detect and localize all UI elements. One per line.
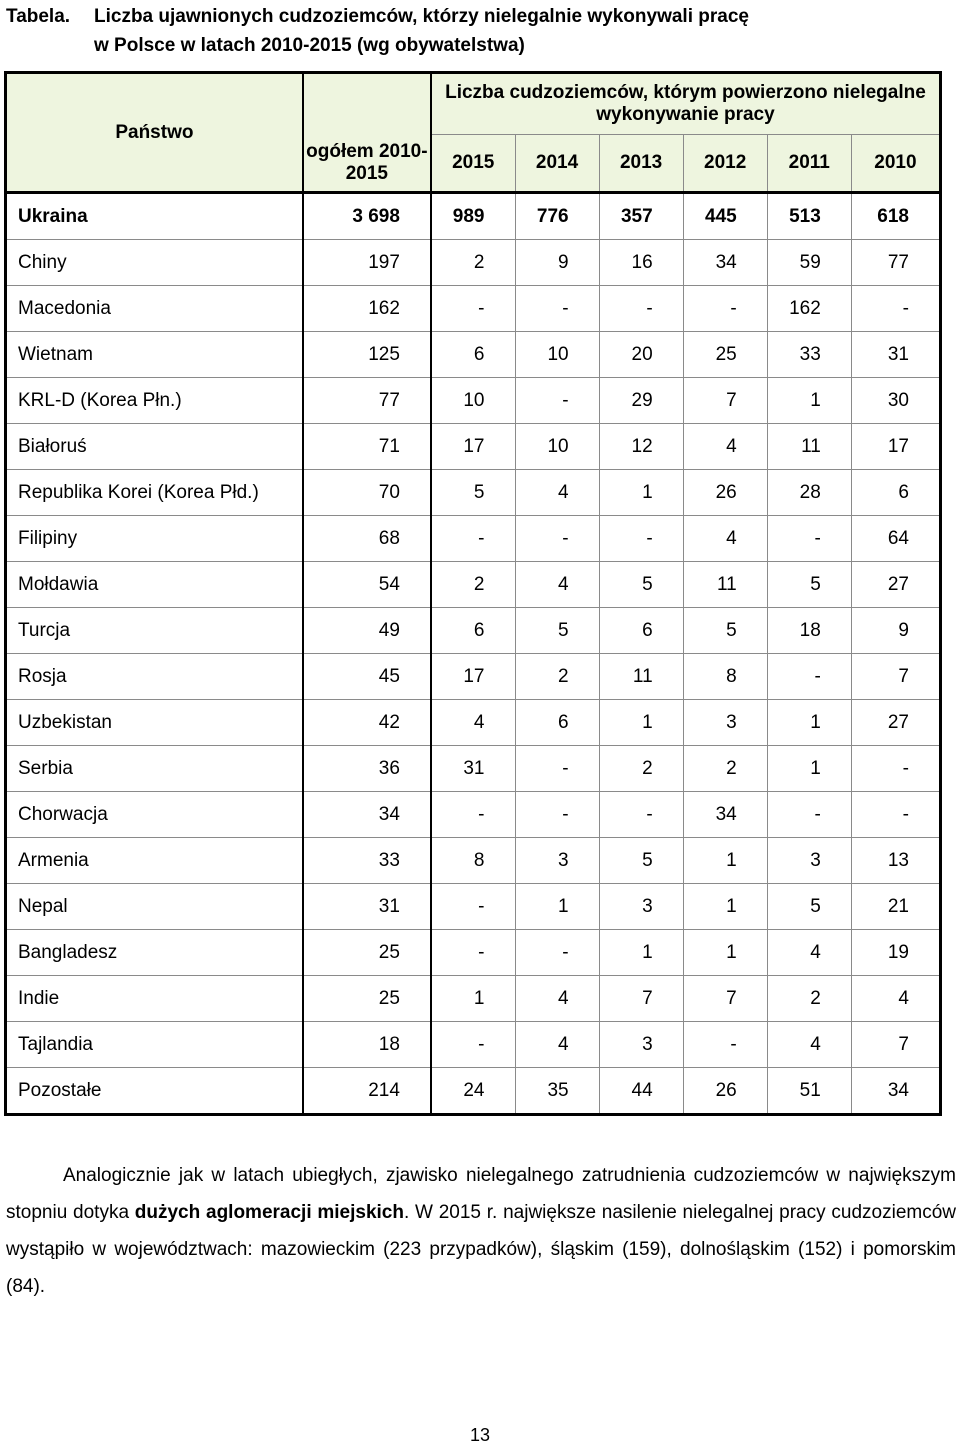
year-value-cell: 27 [851, 700, 940, 746]
year-value-cell: 18 [767, 608, 851, 654]
year-value-cell: - [515, 286, 599, 332]
year-value-cell: 5 [767, 884, 851, 930]
table-row [6, 286, 941, 332]
total-cell: 18 [303, 1022, 431, 1068]
country-cell: Mołdawia [6, 562, 303, 608]
year-value-cell: 10 [515, 332, 599, 378]
total-cell: 125 [303, 332, 431, 378]
header-total: ogółem 2010-2015 [303, 135, 431, 193]
table-row [6, 1022, 941, 1068]
year-value-cell: 3 [599, 884, 683, 930]
table-row [6, 746, 941, 792]
table-row [6, 838, 941, 884]
country-cell: Wietnam [6, 332, 303, 378]
body-paragraph [6, 1157, 956, 1305]
year-value-cell: 33 [767, 332, 851, 378]
header-year-2013: 2013 [599, 135, 683, 193]
country-cell: Uzbekistan [6, 700, 303, 746]
year-value-cell: 1 [599, 470, 683, 516]
year-value-cell: - [851, 746, 940, 792]
year-value-cell: 5 [599, 562, 683, 608]
year-value-cell: 9 [851, 608, 940, 654]
year-value-cell: 6 [431, 608, 515, 654]
year-value-cell: 4 [515, 562, 599, 608]
year-value-cell: 2 [767, 976, 851, 1022]
year-value-cell: 1 [683, 884, 767, 930]
year-value-cell: - [767, 654, 851, 700]
table-row [6, 930, 941, 976]
total-cell: 34 [303, 792, 431, 838]
caption-title-line2: w Polsce w latach 2010-2015 (wg obywatelstwa) [94, 35, 525, 56]
year-value-cell: 3 [599, 1022, 683, 1068]
country-cell: Armenia [6, 838, 303, 884]
country-cell: Filipiny [6, 516, 303, 562]
year-value-cell: 2 [431, 240, 515, 286]
total-cell: 54 [303, 562, 431, 608]
year-value-cell: 3 [515, 838, 599, 884]
table-row [6, 470, 941, 516]
table-body [6, 193, 941, 1115]
total-cell: 214 [303, 1068, 431, 1115]
year-value-cell: 17 [431, 424, 515, 470]
header-year-2011: 2011 [767, 135, 851, 193]
year-value-cell: - [515, 792, 599, 838]
country-cell: Chiny [6, 240, 303, 286]
year-value-cell: - [431, 792, 515, 838]
year-value-cell: - [515, 746, 599, 792]
year-value-cell: 35 [515, 1068, 599, 1115]
year-value-cell: 3 [683, 700, 767, 746]
year-value-cell: - [851, 286, 940, 332]
year-value-cell: - [599, 792, 683, 838]
year-value-cell: 19 [851, 930, 940, 976]
header-total-spacer [303, 73, 431, 135]
total-cell: 42 [303, 700, 431, 746]
year-value-cell: 25 [683, 332, 767, 378]
table-row [6, 792, 941, 838]
total-cell: 36 [303, 746, 431, 792]
caption-label: Tabela. [6, 6, 71, 27]
year-value-cell: - [767, 516, 851, 562]
year-value-cell: 5 [515, 608, 599, 654]
year-value-cell: 6 [515, 700, 599, 746]
year-value-cell: 445 [683, 193, 767, 240]
header-year-2015: 2015 [431, 135, 515, 193]
total-cell: 162 [303, 286, 431, 332]
country-cell: Indie [6, 976, 303, 1022]
year-value-cell: 31 [431, 746, 515, 792]
year-value-cell: 16 [599, 240, 683, 286]
year-value-cell: 4 [683, 424, 767, 470]
year-value-cell: 77 [851, 240, 940, 286]
header-group: Liczba cudzoziemców, którym powierzono nielegalne wykonywanie pracy [431, 73, 941, 135]
year-value-cell: 2 [599, 746, 683, 792]
header-year-2010: 2010 [851, 135, 940, 193]
paragraph-bold: dużych aglomeracji miejskich [134, 1202, 404, 1223]
table-row [6, 608, 941, 654]
total-cell: 3 698 [303, 193, 431, 240]
country-cell: Turcja [6, 608, 303, 654]
year-value-cell: 162 [767, 286, 851, 332]
year-value-cell: - [599, 286, 683, 332]
year-value-cell: 1 [767, 700, 851, 746]
year-value-cell: 29 [599, 378, 683, 424]
year-value-cell: 13 [851, 838, 940, 884]
year-value-cell: 30 [851, 378, 940, 424]
year-value-cell: 34 [851, 1068, 940, 1115]
year-value-cell: - [515, 378, 599, 424]
total-cell: 77 [303, 378, 431, 424]
year-value-cell: 4 [515, 976, 599, 1022]
year-value-cell: 3 [767, 838, 851, 884]
year-value-cell: 26 [683, 1068, 767, 1115]
year-value-cell: 17 [431, 654, 515, 700]
year-value-cell: 44 [599, 1068, 683, 1115]
year-value-cell: 6 [431, 332, 515, 378]
year-value-cell: 21 [851, 884, 940, 930]
year-value-cell: 7 [851, 1022, 940, 1068]
table-row [6, 424, 941, 470]
header-country: Państwo [6, 73, 303, 193]
year-value-cell: 11 [683, 562, 767, 608]
table-row [6, 1068, 941, 1115]
year-value-cell: 989 [431, 193, 515, 240]
total-cell: 25 [303, 930, 431, 976]
year-value-cell: 1 [767, 746, 851, 792]
paragraph-text-1: Analogicznie jak w latach ubiegłych, zjawisko nielegalnego zatrudnienia cudzoziemców w największym stopniu dotyka [6, 1165, 956, 1223]
country-cell: Ukraina [6, 193, 303, 240]
country-cell: Serbia [6, 746, 303, 792]
year-value-cell: 4 [515, 1022, 599, 1068]
year-value-cell: 1 [599, 930, 683, 976]
total-cell: 33 [303, 838, 431, 884]
year-value-cell: 10 [515, 424, 599, 470]
year-value-cell: - [431, 516, 515, 562]
year-value-cell: 5 [683, 608, 767, 654]
foreigners-table [4, 71, 942, 1116]
year-value-cell: 776 [515, 193, 599, 240]
table-row [6, 516, 941, 562]
year-value-cell: 2 [683, 746, 767, 792]
table-row [6, 654, 941, 700]
country-cell: Macedonia [6, 286, 303, 332]
country-cell: Republika Korei (Korea Płd.) [6, 470, 303, 516]
year-value-cell: 2 [431, 562, 515, 608]
year-value-cell: - [683, 286, 767, 332]
year-value-cell: 4 [851, 976, 940, 1022]
year-value-cell: 618 [851, 193, 940, 240]
table-row [6, 562, 941, 608]
year-value-cell: 24 [431, 1068, 515, 1115]
year-value-cell: 26 [683, 470, 767, 516]
year-value-cell: 7 [683, 976, 767, 1022]
total-cell: 70 [303, 470, 431, 516]
year-value-cell: - [431, 884, 515, 930]
year-value-cell: - [599, 516, 683, 562]
year-value-cell: 11 [599, 654, 683, 700]
year-value-cell: 11 [767, 424, 851, 470]
year-value-cell: - [515, 930, 599, 976]
year-value-cell: 34 [683, 240, 767, 286]
year-value-cell: 31 [851, 332, 940, 378]
year-value-cell: 1 [683, 930, 767, 976]
year-value-cell: 357 [599, 193, 683, 240]
year-value-cell: 4 [767, 1022, 851, 1068]
year-value-cell: 5 [767, 562, 851, 608]
page-number: 13 [469, 1425, 491, 1445]
year-value-cell: 4 [767, 930, 851, 976]
country-cell: Pozostałe [6, 1068, 303, 1115]
country-cell: Nepal [6, 884, 303, 930]
year-value-cell: 6 [599, 608, 683, 654]
year-value-cell: 9 [515, 240, 599, 286]
total-cell: 49 [303, 608, 431, 654]
table-row [6, 884, 941, 930]
year-value-cell: 59 [767, 240, 851, 286]
total-cell: 71 [303, 424, 431, 470]
caption-title-line1: Liczba ujawnionych cudzoziemców, którzy nielegalnie wykonywali pracę [94, 6, 749, 27]
year-value-cell: 1 [683, 838, 767, 884]
year-value-cell: 1 [431, 976, 515, 1022]
year-value-cell: 1 [767, 378, 851, 424]
year-value-cell: - [851, 792, 940, 838]
table-row [6, 976, 941, 1022]
paragraph-text-2: . W 2015 r. największe nasilenie nielegalnej pracy cudzoziemców wystąpiło w województwach: mazowieckim (223 przypadków), śląskim (159), dolnośląskim (152) i pomorskim (84). [6, 1202, 956, 1297]
year-value-cell: 64 [851, 516, 940, 562]
header-year-2012: 2012 [683, 135, 767, 193]
table-row [6, 378, 941, 424]
year-value-cell: 5 [599, 838, 683, 884]
year-value-cell: 7 [599, 976, 683, 1022]
year-value-cell: 513 [767, 193, 851, 240]
year-value-cell: 1 [515, 884, 599, 930]
country-cell: Białoruś [6, 424, 303, 470]
year-value-cell: 1 [599, 700, 683, 746]
year-value-cell: - [431, 1022, 515, 1068]
table-row [6, 332, 941, 378]
total-cell: 45 [303, 654, 431, 700]
year-value-cell: 34 [683, 792, 767, 838]
year-value-cell: 17 [851, 424, 940, 470]
year-value-cell: - [431, 286, 515, 332]
year-value-cell: 27 [851, 562, 940, 608]
country-cell: Chorwacja [6, 792, 303, 838]
year-value-cell: 51 [767, 1068, 851, 1115]
year-value-cell: 20 [599, 332, 683, 378]
country-cell: Tajlandia [6, 1022, 303, 1068]
total-cell: 197 [303, 240, 431, 286]
year-value-cell: 4 [515, 470, 599, 516]
total-cell: 68 [303, 516, 431, 562]
header-year-2014: 2014 [515, 135, 599, 193]
country-cell: KRL-D (Korea Płn.) [6, 378, 303, 424]
year-value-cell: 6 [851, 470, 940, 516]
year-value-cell: 7 [683, 378, 767, 424]
table-caption [6, 2, 946, 60]
country-cell: Bangladesz [6, 930, 303, 976]
year-value-cell: 28 [767, 470, 851, 516]
year-value-cell: 4 [431, 700, 515, 746]
year-value-cell: 4 [683, 516, 767, 562]
table-row [6, 193, 941, 240]
year-value-cell: - [515, 516, 599, 562]
year-value-cell: 10 [431, 378, 515, 424]
country-cell: Rosja [6, 654, 303, 700]
year-value-cell: 8 [683, 654, 767, 700]
total-cell: 25 [303, 976, 431, 1022]
year-value-cell: - [683, 1022, 767, 1068]
year-value-cell: 7 [851, 654, 940, 700]
year-value-cell: 8 [431, 838, 515, 884]
table-row [6, 700, 941, 746]
year-value-cell: - [431, 930, 515, 976]
year-value-cell: 2 [515, 654, 599, 700]
year-value-cell: - [767, 792, 851, 838]
year-value-cell: 12 [599, 424, 683, 470]
total-cell: 31 [303, 884, 431, 930]
year-value-cell: 5 [431, 470, 515, 516]
table-row [6, 240, 941, 286]
